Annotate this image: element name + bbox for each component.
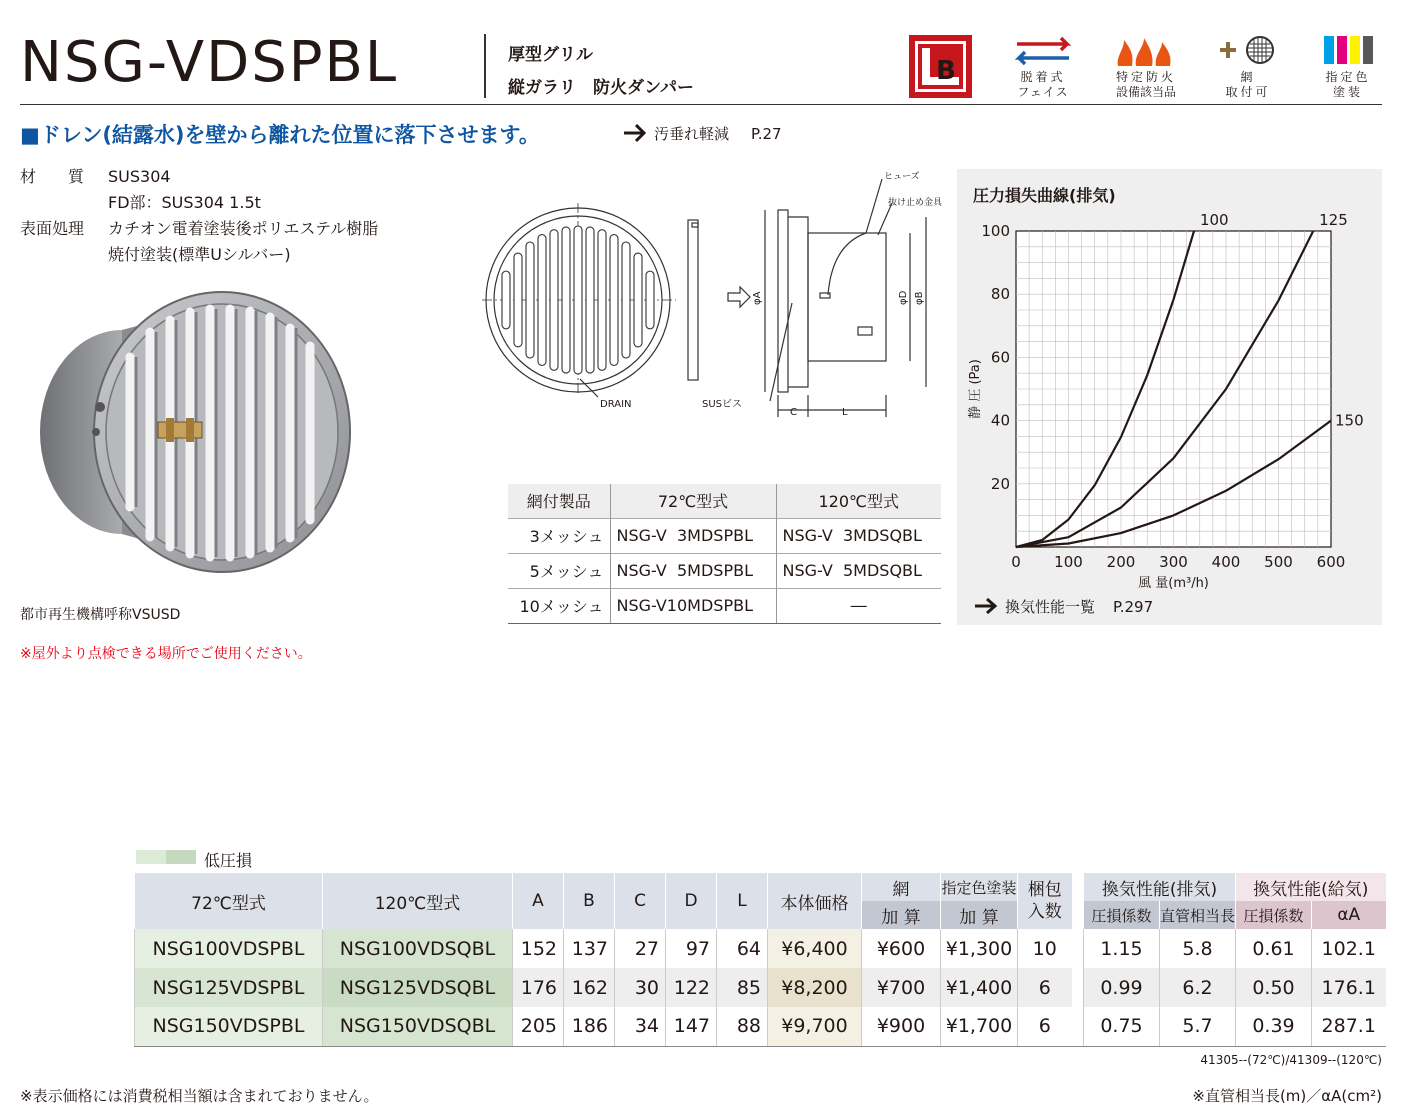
mesh-attach-icon	[1216, 36, 1280, 68]
lead-reference	[622, 123, 782, 144]
feature-fire	[1110, 36, 1182, 100]
dim-C: 30	[615, 968, 666, 1007]
lead-reference-label: 汚垂れ軽減	[654, 125, 730, 143]
product-photo	[30, 282, 360, 592]
supply-coef: 0.50	[1236, 968, 1312, 1007]
legend-swatch	[136, 850, 196, 864]
lead-text: ■ドレン(結露水)を壁から離れた位置に落下させます。	[20, 123, 540, 147]
spec-material-fd: FD部：SUS304 1.5t	[108, 193, 261, 212]
dim-C: 34	[615, 1007, 666, 1046]
pressure-loss-chart-panel	[957, 169, 1382, 625]
dim-L: 88	[717, 1007, 768, 1046]
label-C: C	[790, 407, 797, 418]
spec-block	[20, 164, 460, 274]
header-price: 本体価格	[768, 873, 862, 929]
mesh-model-120: NSG-V 3MDSQBL	[776, 518, 941, 553]
arrow-right-icon	[973, 597, 999, 615]
paint-addon: ¥1,300	[941, 929, 1018, 968]
page-title: NSG-VDSPBL	[20, 30, 399, 95]
dim-L: 85	[717, 968, 768, 1007]
louver-slat	[526, 242, 534, 358]
label-phiA: φA	[752, 291, 763, 305]
table-row	[508, 518, 941, 553]
feature-label-line1: 脱着式	[1020, 70, 1066, 84]
supply-coef: 0.39	[1236, 1007, 1312, 1046]
feature-label-line2: 設備該当品	[1115, 85, 1176, 99]
pack-qty: 10	[1018, 929, 1072, 968]
pack-qty: 6	[1018, 968, 1072, 1007]
price: ¥8,200	[768, 968, 862, 1007]
y-axis-label: 静 圧 (Pa)	[968, 359, 983, 419]
chart-reference-page: P.297	[1113, 598, 1154, 616]
feature-detachable	[1007, 36, 1079, 100]
feature-label-line2: フェイス	[1017, 85, 1069, 99]
supply-alpha: 102.1	[1312, 929, 1386, 968]
header-B: B	[564, 873, 615, 929]
chart-reference	[973, 596, 1153, 617]
header-120: 120℃型式	[323, 873, 513, 929]
exhaust-coef: 0.75	[1084, 1007, 1160, 1046]
model-120: NSG125VDSQBL	[323, 968, 513, 1007]
header-supply-coef: 圧損係数	[1236, 901, 1312, 929]
feature-label-line2: 取付可	[1225, 85, 1271, 99]
mesh-type: 3メッシュ	[508, 518, 610, 553]
model-72: NSG100VDSPBL	[135, 929, 323, 968]
louver-slat	[550, 230, 558, 371]
louver-slat	[610, 235, 618, 366]
paint-addon: ¥1,400	[941, 968, 1018, 1007]
dim-A: 152	[513, 929, 564, 968]
label-sus-screw: SUSビス	[702, 399, 743, 410]
header-L: L	[717, 873, 768, 929]
table-gap	[1072, 929, 1084, 968]
subtitle-line2: 縦ガラリ 防火ダンパー	[508, 78, 694, 98]
louver-slat	[598, 230, 606, 371]
outdoor-note: ※屋外より点検できる場所でご使用ください。	[20, 646, 312, 662]
lb-logo	[909, 35, 972, 98]
price: ¥6,400	[768, 929, 862, 968]
spec-finish-value1: カチオン電着塗装後ポリエステル樹脂	[108, 219, 379, 238]
header-exhaust-coef: 圧損係数	[1084, 901, 1160, 929]
louver-slat	[538, 235, 546, 366]
y-tick-label: 100	[981, 222, 1010, 240]
series-label-150: 150	[1335, 411, 1364, 430]
x-tick-label: 0	[1011, 553, 1021, 571]
mesh-model-72: NSG-V10MDSPBL	[610, 588, 776, 623]
louver-slat	[514, 253, 522, 347]
label-stopper: 抜け止め金具	[888, 198, 943, 208]
x-tick-label: 300	[1159, 553, 1188, 571]
x-tick-label: 100	[1054, 553, 1083, 571]
louver-slat	[574, 226, 582, 374]
supply-alpha: 176.1	[1312, 968, 1386, 1007]
header-mesh: 網	[862, 873, 941, 901]
spec-price-table	[134, 873, 1386, 1047]
y-tick-label: 40	[990, 411, 1010, 430]
spec-finish-value2: 焼付塗装(標準Uシルバー)	[108, 245, 291, 264]
header-72: 72℃型式	[135, 873, 323, 929]
exhaust-coef: 0.99	[1084, 968, 1160, 1007]
mesh-product-table	[508, 484, 941, 624]
header-paint: 指定色塗装	[941, 873, 1018, 901]
mesh-type: 5メッシュ	[508, 553, 610, 588]
lb-logo-letter: B	[936, 56, 956, 86]
exhaust-length: 5.8	[1160, 929, 1236, 968]
model-120: NSG150VDSQBL	[323, 1007, 513, 1046]
louver-slat	[622, 242, 630, 358]
price: ¥9,700	[768, 1007, 862, 1046]
y-tick-label: 80	[990, 285, 1010, 304]
mesh-header: 72℃型式	[610, 484, 776, 518]
supply-alpha: 287.1	[1312, 1007, 1386, 1046]
mesh-addon: ¥600	[862, 929, 941, 968]
mesh-table-header	[508, 484, 941, 518]
table-row	[135, 968, 1386, 1007]
table-gap	[1072, 1007, 1084, 1046]
exhaust-length: 5.7	[1160, 1007, 1236, 1046]
lead-reference-page: P.27	[751, 125, 782, 143]
model-72: NSG150VDSPBL	[135, 1007, 323, 1046]
louver-slat	[646, 271, 654, 329]
series-label-100: 100	[1199, 211, 1229, 229]
header-C: C	[615, 873, 666, 929]
exhaust-coef: 1.15	[1084, 929, 1160, 968]
table-gap	[1072, 873, 1084, 929]
label-phiD: φD	[898, 290, 909, 305]
chart-reference-label: 換気性能一覧	[1005, 598, 1096, 616]
unit-note: ※直管相当長(m)／αA(cm²)	[1192, 1087, 1382, 1105]
header-rule	[20, 104, 1382, 105]
arrow-right-icon	[622, 123, 648, 143]
label-L: L	[842, 407, 848, 418]
grille-photo-icon	[30, 282, 360, 592]
mesh-model-72: NSG-V 5MDSPBL	[610, 553, 776, 588]
label-drain: DRAIN	[600, 399, 632, 410]
dim-D: 97	[666, 929, 717, 968]
header-pack	[1018, 873, 1072, 929]
header-supply: 換気性能(給気)	[1236, 873, 1386, 901]
table-gap	[1072, 968, 1084, 1007]
feature-label-line1: 網	[1240, 70, 1256, 84]
color-paint-icon	[1316, 36, 1380, 68]
mesh-addon: ¥900	[862, 1007, 941, 1046]
table-row	[135, 1007, 1386, 1046]
dim-D: 147	[666, 1007, 717, 1046]
exhaust-length: 6.2	[1160, 968, 1236, 1007]
mesh-model-72: NSG-V 3MDSPBL	[610, 518, 776, 553]
paint-addon: ¥1,700	[941, 1007, 1018, 1046]
subtitle-line1: 厚型グリル	[508, 45, 593, 65]
dim-B: 137	[564, 929, 615, 968]
technical-drawing	[480, 165, 950, 435]
table-row	[508, 553, 941, 588]
dim-D: 122	[666, 968, 717, 1007]
mesh-header: 120℃型式	[776, 484, 941, 518]
dim-B: 162	[564, 968, 615, 1007]
table-row	[508, 588, 941, 623]
feature-label-line2: 塗装	[1332, 85, 1363, 99]
y-tick-label: 60	[990, 348, 1010, 367]
header-supply-alpha: αA	[1312, 901, 1386, 929]
legend-label: 低圧損	[204, 851, 253, 870]
spec-finish-key: 表面処理	[20, 219, 85, 238]
x-tick-label: 400	[1211, 553, 1241, 571]
vsusd-note: 都市再生機構呼称VSUSD	[20, 607, 181, 623]
header-exhaust: 換気性能(排気)	[1084, 873, 1236, 901]
spec-material-value: SUS304	[108, 167, 171, 186]
chart-title: 圧力損失曲線(排気)	[973, 186, 1116, 205]
x-axis-label: 風 量(m³/h)	[1138, 576, 1209, 589]
feature-mesh	[1212, 36, 1284, 100]
dim-C: 27	[615, 929, 666, 968]
pressure-loss-chart	[957, 169, 1382, 589]
mesh-model-120: NSG-V 5MDSQBL	[776, 553, 941, 588]
dim-A: 176	[513, 968, 564, 1007]
label-phiB: φB	[914, 291, 925, 305]
x-tick-label: 200	[1106, 553, 1136, 571]
drawing-svg	[480, 165, 950, 435]
mesh-type: 10メッシュ	[508, 588, 610, 623]
pack-qty: 6	[1018, 1007, 1072, 1046]
spec-material-key: 材 質	[20, 167, 85, 186]
louver-slat	[502, 271, 510, 329]
louver-slat	[586, 227, 594, 373]
mesh-model-120: ―	[776, 588, 941, 623]
fire-equipment-icon	[1114, 36, 1178, 68]
feature-color	[1312, 36, 1384, 100]
dim-L: 64	[717, 929, 768, 968]
header-mesh-sub: 加 算	[862, 901, 941, 929]
feature-label-line1: 指定色	[1325, 70, 1371, 84]
detachable-face-icon	[1011, 36, 1075, 68]
header-paint-sub: 加 算	[941, 901, 1018, 929]
y-tick-label: 20	[990, 474, 1010, 493]
dim-A: 205	[513, 1007, 564, 1046]
louver-slat	[562, 227, 570, 373]
louver-slat	[634, 253, 642, 347]
table-row	[135, 929, 1386, 968]
model-120: NSG100VDSQBL	[323, 929, 513, 968]
mesh-addon: ¥700	[862, 968, 941, 1007]
title-divider	[484, 34, 486, 98]
model-72: NSG125VDSPBL	[135, 968, 323, 1007]
dim-B: 186	[564, 1007, 615, 1046]
x-tick-label: 600	[1316, 553, 1346, 571]
header-exhaust-length: 直管相当長	[1160, 901, 1236, 929]
lb-logo-icon	[909, 35, 972, 98]
mesh-header: 網付製品	[508, 484, 610, 518]
header-pack-text: 梱包入数	[1027, 880, 1062, 922]
x-tick-label: 500	[1264, 553, 1293, 571]
header-D: D	[666, 873, 717, 929]
product-code-note: 41305--(72℃)/41309--(120℃)	[1200, 1053, 1382, 1067]
tax-note: ※表示価格には消費税相当額は含まれておりません。	[20, 1087, 379, 1105]
feature-label-line1: 特定防火	[1115, 70, 1176, 84]
label-fuse: ヒューズ	[884, 172, 920, 182]
header-A: A	[513, 873, 564, 929]
series-label-125: 125	[1319, 211, 1348, 229]
supply-coef: 0.61	[1236, 929, 1312, 968]
